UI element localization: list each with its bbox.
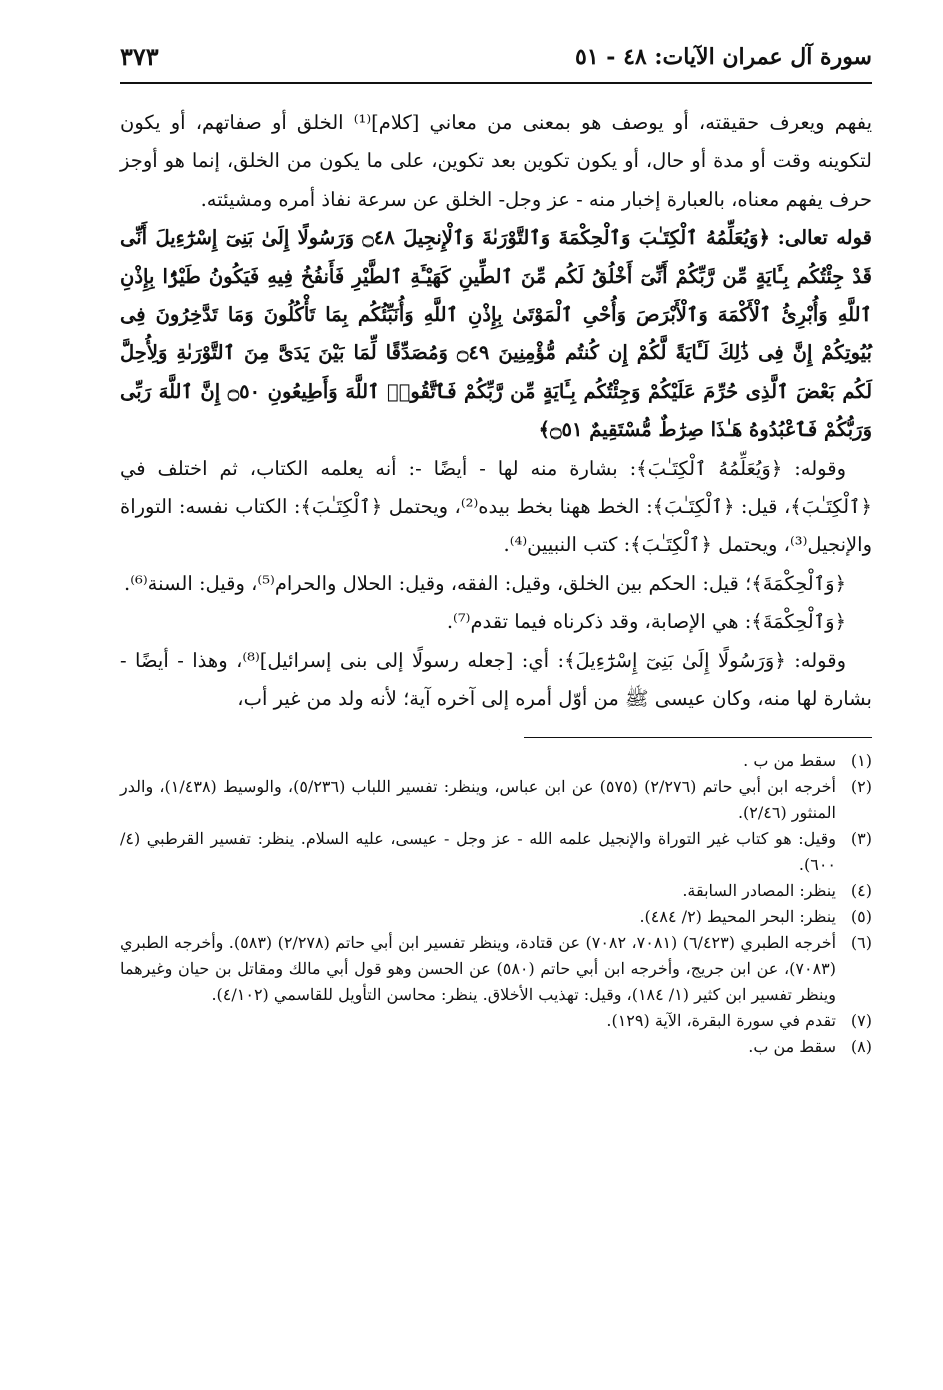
footnote-number: (٥) [850, 906, 872, 926]
footnotes [120, 748, 872, 1060]
footnote [120, 1008, 872, 1034]
paragraph: ﴿وَٱلْحِكْمَةَ﴾؛ قيل: الحكم بين الخلق، وقيل: الفقه، وقيل: الحلال والحرام⁽⁵⁾، وقيل: السنة⁽⁶⁾. [124, 571, 846, 595]
footnote-number: (٤) [850, 880, 872, 900]
footnote-number: (٨) [850, 1036, 872, 1056]
footnote-number: (٢) [850, 776, 872, 796]
paragraph: وقوله: ﴿وَيُعَلِّمُهُ ٱلْكِتَـٰبَ﴾: بشارة منه لها - أيضًا -: أنه يعلمه الكتاب، ثم اختلف في ﴿ٱلْكِتَـٰبَ﴾، قيل: ﴿ٱلْكِتَـٰبَ﴾: الخط ههنا بخط بيده⁽²⁾، ويحتمل ﴿ٱلْكِتَـٰبَ﴾: الكتاب نفسه: التوراة والإنجيل⁽³⁾، ويحتمل ﴿ٱلْكِتَـٰبَ﴾: كتب النبيين⁽⁴⁾. [120, 456, 872, 557]
footnote-text: سقط من ب. [748, 1036, 836, 1056]
main-text [120, 104, 872, 719]
paragraph: وقوله: ﴿وَرَسُولًا إِلَىٰ بَنِىٓ إِسْرَٰٓءِيلَ﴾: أي: [جعله رسولًا إلى بنى إسرائيل]⁽⁸⁾، وهذا - أيضًا - بشارة لها منه، وكان عيسى ﷺ من أوّل أمره إلى آخره آية؛ لأنه ولد من غير أب، [120, 648, 872, 711]
footnote [120, 904, 872, 930]
footnote [120, 930, 872, 1008]
footnote-text: وقيل: هو كتاب غير التوراة والإنجيل علمه الله - عز وجل - عيسى، عليه السلام. ينظر: تفسير القرطبي (٤/ ٦٠٠). [120, 828, 836, 874]
page-header [120, 38, 872, 84]
footnote-text: سقط من ب . [743, 750, 836, 770]
footnote-text: تقدم في سورة البقرة، الآية (١٢٩). [606, 1010, 836, 1030]
footnote-number: (٧) [850, 1010, 872, 1030]
footnote-divider [524, 737, 872, 738]
footnote-text: أخرجه ابن أبي حاتم (٢/٢٧٦) (٥٧٥) عن ابن عباس، وينظر: تفسير اللباب (٥/٢٣٦)، والوسيط (١/٤٣٨)، والدر المنثور (٢/٤٦). [120, 776, 836, 822]
footnote [120, 878, 872, 904]
footnote [120, 826, 872, 878]
paragraph: ﴿وَٱلْحِكْمَةَ﴾: هي الإصابة، وقد ذكرناه فيما تقدم⁽⁷⁾. [446, 610, 846, 634]
footnote-number: (٣) [850, 828, 872, 848]
footnote-number: (١) [850, 750, 872, 770]
paragraph: يفهم ويعرف حقيقته، أو يوصف هو بمعنى من معاني [كلام]⁽¹⁾ الخلق أو صفاتهم، أو يكون لتكوينه وقت أو مدة أو حال، أو يكون تكوين بعد تكوين، على ما يكون من الخلق، إنما هو أوجز حرف يفهم معناه، بالعبارة إخبار منه - عز وجل- الخلق عن سرعة نفاذ أمره ومشيئته. [120, 111, 872, 211]
page-number: ٣٧٣ [120, 42, 159, 71]
footnote-number: (٦) [850, 932, 872, 952]
footnote [120, 774, 872, 826]
footnote-text: ينظر: المصادر السابقة. [682, 880, 836, 900]
verse-intro: قوله تعالى: [777, 226, 873, 250]
footnote [120, 1034, 872, 1060]
footnote-text: أخرجه الطبري (٦/٤٢٣) (٧٠٨١، ٧٠٨٢) عن قتادة، وينظر تفسير ابن أبي حاتم (٢/٢٧٨) (٥٨٣). وأخرجه الطبري (٧٠٨٣)، عن ابن جريج، وأخرجه ابن أبي حاتم (٥٨٠) عن الحسن وهو قول أبي مالك ومقاتل بن حيان وغيرهما وينظر تفسير ابن كثير (١/ ١٨٤)، وقيل: تهذيب الأخلاق. ينظر: محاسن التأويل للقاسمي (٤/١٠٢). [120, 932, 837, 1004]
running-title: سورة آل عمران الآيات: ٤٨ - ٥١ [575, 44, 872, 70]
quran-verse: ﴿وَيُعَلِّمُهُ ٱلْكِتَـٰبَ وَٱلْحِكْمَةَ وَٱلتَّوْرَىٰةَ وَٱلْإِنجِيلَ ۝٤٨ وَرَسُولًا إِلَىٰ بَنِىٓ إِسْرَٰٓءِيلَ أَنِّى قَدْ جِئْتُكُم بِـَٔايَةٍ مِّن رَّبِّكُمْ أَنِّىٓ أَخْلُقُ لَكُم مِّنَ ٱلطِّينِ كَهَيْـَٔةِ ٱلطَّيْرِ فَأَنفُخُ فِيهِ فَيَكُونُ طَيْرًۢا بِإِذْنِ ٱللَّهِ وَأُبْرِئُ ٱلْأَكْمَهَ وَٱلْأَبْرَصَ وَأُحْىِ ٱلْمَوْتَىٰ بِإِذْنِ ٱللَّهِ وَأُنَبِّئُكُم بِمَا تَأْكُلُونَ وَمَا تَدَّخِرُونَ فِى بُيُوتِكُمْ إِنَّ فِى ذَٰلِكَ لَـَٔايَةً لَّكُمْ إِن كُنتُم مُّؤْمِنِينَ ۝٤٩ وَمُصَدِّقًا لِّمَا بَيْنَ يَدَىَّ مِنَ ٱلتَّوْرَىٰةِ وَلِأُحِلَّ لَكُم بَعْضَ ٱلَّذِى حُرِّمَ عَلَيْكُمْ وَجِئْتُكُم بِـَٔايَةٍ مِّن رَّبِّكُمْ فَٱتَّقُوا۟ ٱللَّهَ وَأَطِيعُونِ ۝٥٠ إِنَّ ٱللَّهَ رَبِّى وَرَبُّكُمْ فَٱعْبُدُوهُ هَـٰذَا صِرَٰطٌ مُّسْتَقِيمٌ ۝٥١﴾ [120, 226, 873, 442]
footnote-text: ينظر: البحر المحيط (٢/ ٤٨٤). [639, 906, 836, 926]
book-page [120, 38, 872, 1060]
footnote [120, 748, 872, 774]
verse-block [120, 219, 872, 449]
